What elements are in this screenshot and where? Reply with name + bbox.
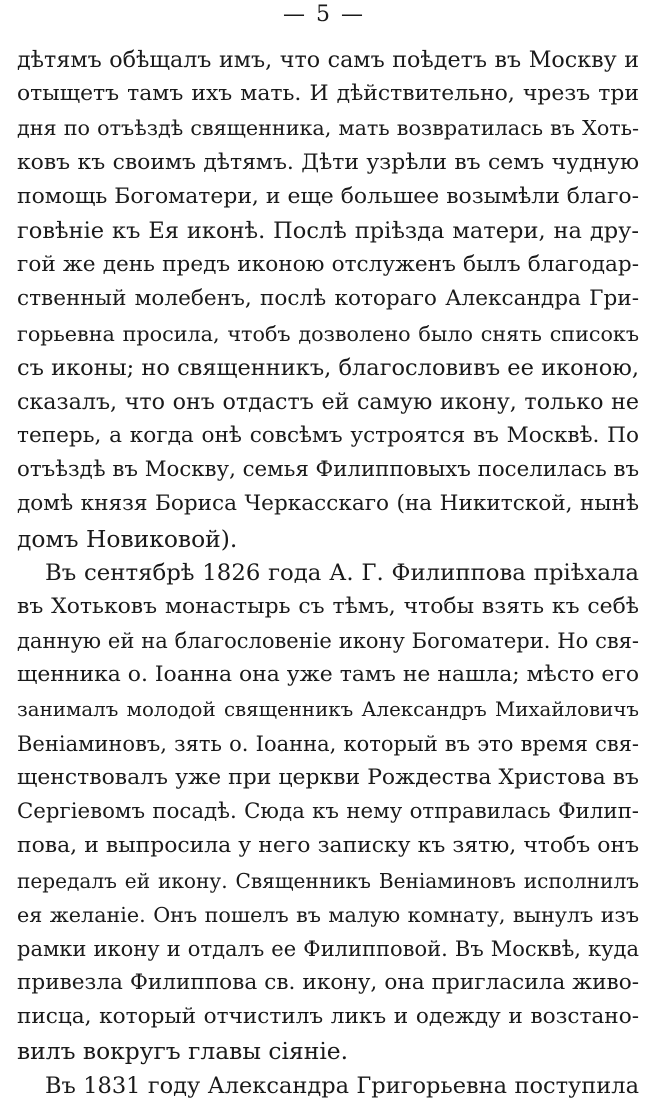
text-line: говѣнie къ Ея иконѣ. Послѣ прiѣзда матери, на дру- <box>17 217 639 244</box>
text-line: ственный молебенъ, послѣ котораго Александра Гри- <box>17 286 639 312</box>
text-line: гой же день предъ иконою отслуженъ былъ благодар- <box>17 252 639 278</box>
text-line: ея желанie. Онъ пошелъ въ малую комнату, вынулъ изъ <box>17 902 639 927</box>
text-line: щенника о. Iоанна она уже тамъ не нашла; мѣсто его <box>17 662 639 688</box>
text-line: Въ 1831 году Александра Григорьевна поступила <box>45 1072 639 1099</box>
body-text <box>17 43 639 1103</box>
text-line: ковъ къ своимъ дѣтямъ. Дѣти узрѣли въ семъ чудную <box>17 149 639 175</box>
text-line: Сергiевомъ посадѣ. Сюда къ нему отправилась Филип- <box>17 799 639 825</box>
text-line: сказалъ, что онъ отдастъ ей самую икону, только не <box>17 388 639 415</box>
text-line: дня по отъѣздѣ священника, мать возвратилась въ Хоть- <box>17 116 639 141</box>
text-line: съ иконы; но священникъ, благословивъ ее иконою, <box>17 354 639 381</box>
text-line: въ Хотьковъ монастырь съ тѣмъ, чтобы взять къ себѣ <box>17 594 639 619</box>
text-line: вилъ вокругъ главы сiянie. <box>17 1037 349 1066</box>
text-line: рамки икону и отдалъ ее Филипповой. Въ Москвѣ, куда <box>17 936 639 961</box>
text-line: щенствовалъ уже при церкви Рождества Христова въ <box>17 764 639 790</box>
text-line: Венiаминовъ, зять о. Iоанна, который въ это время свя- <box>17 731 639 756</box>
text-line: передалъ ей икону. Священникъ Венiаминовъ исполнилъ <box>17 868 639 893</box>
text-line: дѣтямъ обѣщалъ имъ, что самъ поѣдетъ въ Москву и <box>17 47 639 73</box>
text-line: помощь Богоматери, и еще большее возымѣли благо- <box>17 183 639 209</box>
text-line: домѣ князя Бориса Черкасскаго (на Никитской, нынѣ <box>17 491 639 517</box>
text-line: пова, и выпросила у него записку къ зятю, чтобъ онъ <box>17 833 639 859</box>
text-line: отъѣздѣ въ Москву, семья Филипповыхъ поселилась въ <box>17 457 639 483</box>
text-line: занималъ молодой священникъ Александръ Михайловичъ <box>17 697 639 721</box>
page-number: — 5 — <box>283 2 365 27</box>
text-line: данную ей на благословенie икону Богоматери. Но свя- <box>17 629 639 654</box>
text-line: домъ Новиковой). <box>17 524 238 553</box>
text-line: писца, который отчистилъ ликъ и одежду и возстано- <box>17 1004 639 1030</box>
text-line: горьевна просила, чтобъ дозволено было снять списокъ <box>17 321 639 346</box>
text-line: отыщетъ тамъ ихъ мать. И дѣйствительно, чрезъ три <box>17 81 639 107</box>
text-line: теперь, а когда онѣ совсѣмъ устроятся въ Москвѣ. По <box>17 423 639 449</box>
text-line: привезла Филиппова св. икону, она пригласила живо- <box>17 970 639 996</box>
text-line: Въ сентябрѣ 1826 года А. Г. Филиппова прiѣхала <box>45 559 639 586</box>
